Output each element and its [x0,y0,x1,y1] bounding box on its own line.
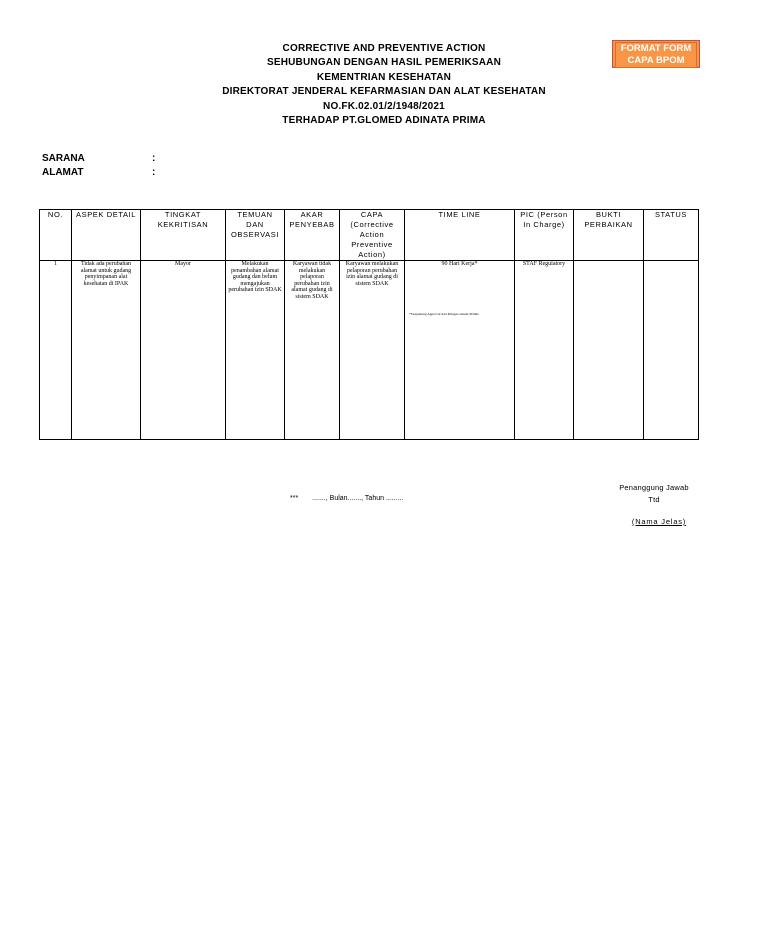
badge-line-1: FORMAT FORM [620,43,692,54]
title-line-2: SEHUBUNGAN DENGAN HASIL PEMERIKSAAN [266,57,502,69]
timeline-note: *Tergantung Approval dari Petugas sistem SDAK [409,311,479,316]
header-bukti: BUKTI PERBAIKAN [574,210,644,261]
badge-line-2: CAPA BPOM [627,55,685,66]
timeline-value: 90 Hari Kerja* [441,261,478,267]
alamat-colon: : [152,167,156,178]
date-stars: *** [290,495,299,502]
title-line-5: NO.FK.02.01/2/1948/2021 [323,100,445,112]
cell-bukti [574,261,644,440]
sarana-field [42,152,162,166]
title-line-1: CORRECTIVE AND PREVENTIVE ACTION [282,43,486,54]
table-row [40,261,699,440]
title-line-6: TERHADAP PT.GLOMED ADINATA PRIMA [282,115,486,127]
header-pic: PIC (Person In Charge) [515,210,574,261]
cell-status [644,261,699,440]
signature-block [604,482,704,526]
cell-no: 1 [40,261,72,440]
nama-jelas-label: (Nama Jelas) [631,517,687,526]
format-form-badge-inner [615,42,697,68]
header-fields [42,152,162,180]
title-line-4: DIREKTORAT JENDERAL KEFARMASIAN DAN ALAT KESEHATAN [222,86,546,98]
sarana-colon: : [152,153,156,164]
alamat-label: ALAMAT [42,167,84,178]
penanggung-jawab-label: Penanggung Jawab [619,483,689,492]
header-temuan: TEMUAN DAN OBSERVASI [226,210,285,261]
cell-akar: Karyawan tidak melakukan pelaporan perubahan izin alamat gudang di sistem SDAK [285,261,340,440]
table-header-row [40,210,699,261]
date-placeholder: ......., Bulan......., Tahun ......... [312,495,404,502]
cell-timeline [405,261,515,440]
header-aspek: ASPEK DETAIL [72,210,141,261]
header-timeline: TIME LINE [405,210,515,261]
header-tingkat: TINGKAT KEKRITISAN [141,210,226,261]
format-form-badge [612,40,700,68]
alamat-field [42,166,162,180]
header-capa: CAPA (Corrective Action Preventive Action) [340,210,405,261]
header-akar: AKAR PENYEBAB [285,210,340,261]
cell-temuan: Melakukan penambahan alamat gudang dan belum mengajukan perubahan izin SDAK [226,261,285,440]
cell-capa: Karyawan melakukan pelaporan perubahan izin alamat gudang di sistem SDAK [340,261,405,440]
cell-aspek: Tidak ada perubahan alamat untuk gudang penyimpanan alat kesehatan di IPAK [72,261,141,440]
date-line [290,494,403,504]
ttd-label: Ttd [648,495,660,504]
header-status: STATUS [644,210,699,261]
sarana-label: SARANA [42,153,85,164]
title-line-3: KEMENTRIAN KESEHATAN [316,71,452,83]
capa-table [39,209,699,440]
cell-pic: STAF Regulatory [515,261,574,440]
cell-tingkat: Mayor [141,261,226,440]
header-no: NO. [40,210,72,261]
